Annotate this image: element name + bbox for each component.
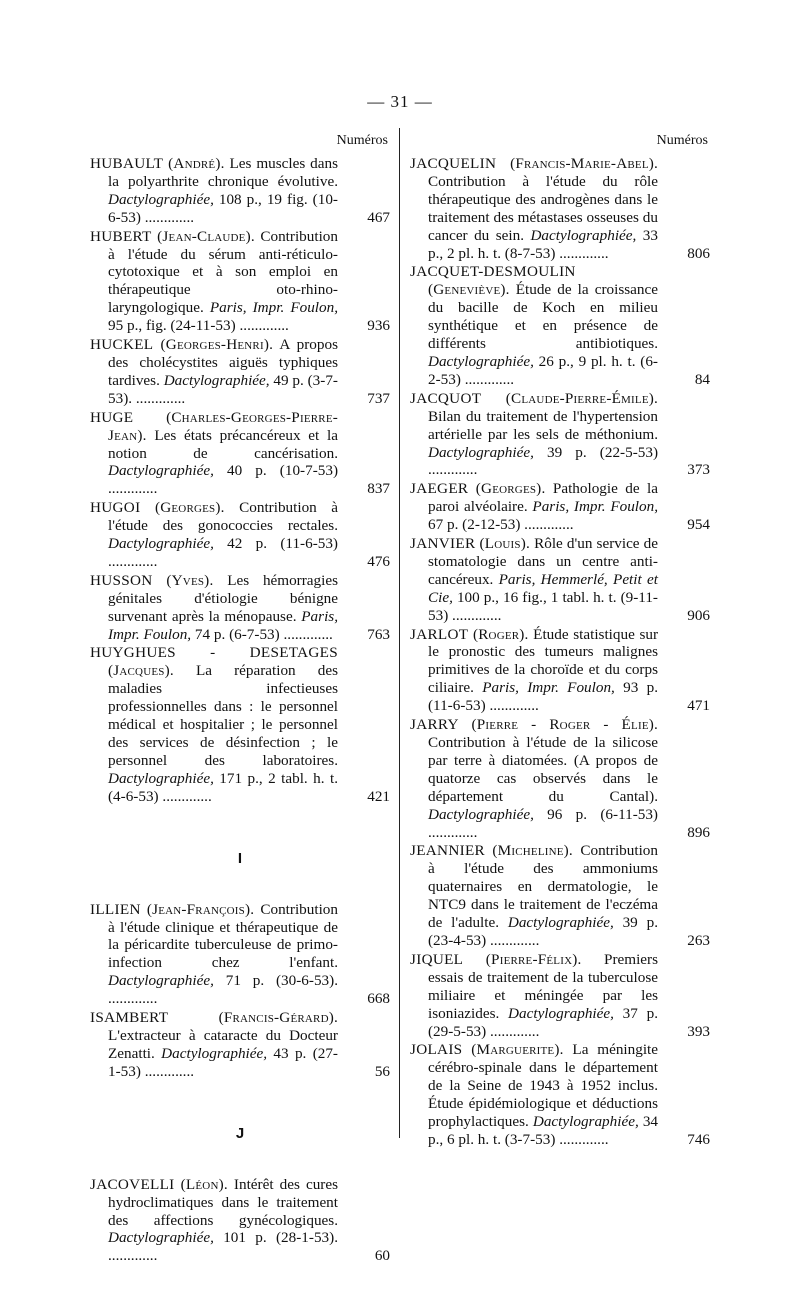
- thesis-entry: [90, 409, 390, 499]
- entry-number: 806: [687, 244, 710, 262]
- entry-number: 906: [687, 606, 710, 624]
- publication-details: 26 p., 9 pl. h. t. (6-2-53): [428, 352, 658, 388]
- thesis-entry: [410, 716, 710, 841]
- thesis-entry: [410, 480, 710, 534]
- publication-details: 49 p. (3-7-53).: [108, 371, 338, 407]
- thesis-entry: [410, 951, 710, 1041]
- thesis-title: L'extracteur à cataracte du Docteur Zenatti.: [108, 1026, 338, 1062]
- thesis-title: Contribution à l'étude du sérum anti-réticulo-cytotoxique et à son emploi en thérapeutique oto-rhino-laryngologique.: [108, 227, 338, 317]
- right-column-body: [410, 155, 710, 1149]
- publication-details: 34 p., 6 pl. h. t. (3-7-53): [428, 1113, 658, 1148]
- leader-dots: .............: [108, 1247, 158, 1265]
- thesis-entry: [410, 626, 710, 716]
- leader-dots: .............: [460, 370, 515, 388]
- author-given-names: (Claude-Pierre-Émile).: [505, 389, 658, 407]
- publisher: Dactylographiée,: [108, 535, 214, 553]
- author-given-names: (Geneviève).: [428, 281, 510, 299]
- entry-number: 936: [367, 317, 390, 335]
- leader-dots: .............: [140, 208, 195, 226]
- author-surname: JARLOT: [410, 625, 469, 643]
- author-surname: HUSSON: [90, 571, 153, 589]
- publication-details: 67 p. (2-12-53): [428, 516, 521, 534]
- author-given-names: (Francis-Gérard).: [218, 1009, 338, 1027]
- numeros-header-right: Numéros: [656, 133, 708, 148]
- thesis-entry: [90, 336, 390, 408]
- thesis-title: Les états précancéreux et la notion de cancérisation.: [108, 426, 338, 462]
- thesis-title: Premiers essais de traitement de la tuberculose miliaire et méningée par les isoniazides.: [428, 950, 658, 1022]
- author-surname: JACQUELIN: [410, 155, 497, 172]
- publisher: Paris, Impr. Foulon,: [482, 679, 615, 697]
- publication-details: 39 p. (22-5-53): [533, 443, 658, 461]
- author-given-names: (Marguerite).: [471, 1041, 564, 1059]
- entry-number: 896: [687, 823, 710, 841]
- left-column: [90, 133, 390, 1266]
- entry-number: 467: [367, 208, 390, 226]
- entry-number: 471: [687, 697, 710, 715]
- author-given-names: (Charles-Georges-Pierre-Jean).: [108, 408, 338, 444]
- author-given-names: (Francis-Marie-Abel).: [510, 155, 658, 172]
- thesis-entry: [90, 572, 390, 644]
- author-given-names: (Georges).: [475, 480, 546, 498]
- publication-details: 101 p. (28-1-53).: [213, 1229, 338, 1247]
- entry-number: 746: [687, 1130, 710, 1148]
- entry-number: 763: [367, 625, 390, 643]
- leader-dots: .............: [555, 244, 609, 262]
- leader-dots: .............: [140, 1062, 195, 1080]
- publication-details: 43 p. (27-1-53): [108, 1044, 338, 1080]
- leader-dots: .............: [555, 1130, 609, 1148]
- publisher: Dactylographiée,: [163, 371, 270, 389]
- author-given-names: (Yves).: [166, 571, 214, 589]
- thesis-entry: [90, 499, 390, 571]
- leader-dots: .............: [235, 317, 289, 335]
- author-surname: HUBAULT: [90, 155, 164, 172]
- publication-details: 108 p., 19 fig. (10-6-53): [108, 190, 338, 226]
- leader-dots: .............: [486, 931, 540, 949]
- author-surname: HUYGHUES - DESETAGES: [90, 644, 338, 662]
- leader-dots: .............: [279, 625, 333, 643]
- page-number: — 31 —: [367, 92, 433, 111]
- section-letter: I: [237, 849, 243, 867]
- thesis-title: Rôle d'un service de stomatologie dans un centre anti-cancéreux.: [428, 535, 658, 588]
- thesis-title: Étude statistique sur le pronostic des tumeurs malignes primitives de la choroïde et du corps ciliaire.: [428, 625, 659, 697]
- author-given-names: (Jacques).: [108, 662, 174, 680]
- thesis-title: Contribution à l'étude clinique et thérapeutique de la péricardite tuberculeuse de primo-infection chez l'enfant.: [108, 900, 338, 972]
- publication-details: 37 p. (29-5-53): [428, 1004, 659, 1040]
- entry-number: 476: [367, 552, 390, 570]
- publication-details: 33 p., 2 pl. h. t. (8-7-53): [428, 226, 658, 262]
- thesis-title: Pathologie de la paroi alvéolaire.: [428, 480, 658, 516]
- leader-dots: .............: [108, 990, 158, 1008]
- thesis-title: La méningite cérébro-spinale dans le département de la Seine de 1943 à 1952 inclus. Étude épidémiologique et déductions prophylactiques.: [428, 1041, 658, 1131]
- right-column: [410, 133, 710, 1150]
- publication-details: 39 p. (23-4-53): [428, 914, 658, 949]
- publication-details: 74 p. (6-7-53): [191, 625, 280, 643]
- leader-dots: .............: [108, 480, 158, 498]
- publisher: Paris, Impr. Foulon,: [532, 498, 658, 516]
- author-given-names: (Jean-Claude).: [157, 227, 255, 245]
- leader-dots: .............: [448, 606, 502, 624]
- author-given-names: (Jean-François).: [146, 900, 255, 918]
- thesis-title: La réparation des maladies infectieuses professionnelles dans : le personnel médical et hospitalier ; le personnel des services de désinfection ; le personnel des laboratoires.: [108, 662, 338, 769]
- leader-dots: .............: [520, 516, 574, 534]
- author-given-names: (Louis).: [479, 535, 530, 553]
- section-letter: J: [235, 1124, 245, 1142]
- thesis-entry: [90, 228, 390, 335]
- author-surname: JACQUOT: [410, 389, 482, 407]
- author-surname: JACOVELLI: [90, 1175, 175, 1193]
- publication-details: 93 p. (11-6-53): [428, 679, 658, 715]
- author-given-names: (Pierre - Roger - Élie).: [471, 716, 658, 734]
- thesis-entry: [90, 155, 390, 227]
- thesis-entry: [410, 842, 710, 949]
- author-surname: JANVIER: [410, 535, 476, 553]
- publisher: Dactylographiée,: [532, 1113, 639, 1131]
- thesis-title: Contribution à l'étude des gonococcies rectales.: [108, 499, 339, 535]
- author-surname: JEANNIER: [410, 842, 485, 860]
- publisher: Paris, Hemmerlé, Petit et Cie,: [428, 570, 658, 606]
- thesis-title: Les hémorragies génitales d'étiologie bénigne survenant après la ménopause.: [108, 571, 339, 625]
- leader-dots: .............: [428, 461, 478, 479]
- author-surname: HUBERT: [90, 227, 152, 245]
- publisher: Dactylographiée,: [428, 443, 534, 461]
- author-given-names: (Roger).: [472, 625, 529, 643]
- author-given-names: (Georges-Henri).: [160, 336, 274, 354]
- publisher: Dactylographiée,: [428, 805, 534, 823]
- publisher: Dactylographiée,: [161, 1044, 268, 1062]
- publisher: Dactylographiée,: [108, 462, 214, 480]
- publication-details: 100 p., 16 fig., 1 tabl. h. t. (9-11-53): [428, 588, 658, 624]
- entry-number: 84: [694, 370, 710, 388]
- publication-details: 95 p., fig. (24-11-53): [108, 317, 236, 335]
- thesis-title: A propos des cholécystites aiguës typhiques tardives.: [108, 336, 338, 389]
- entry-number: 263: [687, 931, 710, 949]
- left-column-body: [90, 155, 390, 1265]
- thesis-title: Les muscles dans la polyarthrite chronique évolutive.: [108, 155, 339, 190]
- author-surname: HUGOI: [90, 499, 141, 517]
- publisher: Dactylographiée,: [428, 352, 534, 370]
- thesis-entry: [90, 901, 390, 1008]
- entry-number: 60: [374, 1247, 390, 1265]
- thesis-title: Contribution à l'étude des ammoniums quaternaires en dermatologie, le NTC9 dans le traitement de l'eczéma de l'adulte.: [428, 842, 658, 932]
- publisher: Dactylographiée,: [507, 914, 614, 932]
- thesis-entry: [410, 1041, 710, 1148]
- thesis-entry: [90, 1176, 390, 1266]
- leader-dots: .............: [132, 389, 186, 407]
- thesis-title: Contribution à l'étude de la silicose par terre à diatomées. (A propos de quatorze cas observés dans le département du Cantal).: [428, 734, 658, 805]
- author-surname: ILLIEN: [90, 900, 141, 918]
- publication-details: 171 p., 2 tabl. h. t. (4-6-53): [108, 769, 338, 805]
- author-surname: JARRY: [410, 716, 459, 734]
- publisher: Dactylographiée,: [508, 1004, 614, 1022]
- publication-details: 40 p. (10-7-53): [213, 462, 338, 480]
- thesis-title: Intérêt des cures hydroclimatiques dans le traitement des affections gynécologiques.: [108, 1175, 339, 1229]
- publisher: Dactylographiée,: [108, 1229, 214, 1247]
- publisher: Dactylographiée,: [530, 226, 637, 244]
- thesis-title: Contribution à l'étude du rôle thérapeutique des androgènes dans le traitement des métastases osseuses du cancer du sein.: [428, 172, 658, 244]
- leader-dots: .............: [108, 552, 158, 570]
- entry-number: 421: [367, 787, 390, 805]
- thesis-title: Étude de la croissance du bacille de Koch en milieu synthétique et en présence de différents antibiotiques.: [428, 281, 658, 353]
- publisher: Dactylographiée,: [108, 769, 214, 787]
- thesis-entry: [410, 263, 710, 388]
- publication-details: 71 p. (30-6-53).: [213, 972, 338, 990]
- thesis-title: Bilan du traitement de l'hypertension artérielle par les sels de méthonium.: [428, 407, 658, 443]
- author-surname: JAEGER: [410, 480, 469, 498]
- author-given-names: (Micheline).: [492, 842, 573, 860]
- author-given-names: (Léon).: [180, 1175, 228, 1193]
- author-surname: HUCKEL: [90, 336, 154, 354]
- entry-number: 668: [367, 990, 390, 1008]
- thesis-entry: [90, 644, 390, 805]
- publisher: Dactylographiée,: [108, 190, 214, 208]
- leader-dots: .............: [486, 1022, 540, 1040]
- author-surname: JIQUEL: [410, 950, 464, 968]
- thesis-entry: [410, 390, 710, 480]
- author-given-names: (Pierre-Félix).: [485, 950, 582, 968]
- thesis-entry: [90, 1009, 390, 1081]
- publisher: Dactylographiée,: [108, 972, 214, 990]
- entry-number: 954: [687, 516, 710, 534]
- entry-number: 393: [687, 1022, 710, 1040]
- publisher: Paris, Impr. Foulon,: [108, 607, 338, 643]
- author-surname: HUGE: [90, 408, 134, 426]
- publication-details: 42 p. (11-6-53): [213, 535, 338, 553]
- thesis-entry: [410, 535, 710, 625]
- author-surname: JACQUET-DESMOULIN: [410, 263, 576, 281]
- numeros-header-left: Numéros: [336, 133, 388, 148]
- entry-number: 373: [687, 461, 710, 479]
- author-surname: ISAMBERT: [90, 1009, 169, 1027]
- thesis-entry: [410, 155, 710, 262]
- entry-number: 737: [367, 389, 390, 407]
- author-given-names: (André).: [168, 155, 225, 172]
- leader-dots: .............: [485, 697, 539, 715]
- entry-number: 837: [367, 480, 390, 498]
- author-given-names: (Georges).: [154, 499, 225, 517]
- author-surname: JOLAIS: [410, 1041, 463, 1059]
- entry-number: 56: [374, 1062, 390, 1080]
- publisher: Paris, Impr. Foulon,: [209, 299, 338, 317]
- leader-dots: .............: [158, 787, 212, 805]
- column-divider: [399, 128, 400, 1138]
- publication-details: 96 p. (6-11-53): [533, 805, 658, 823]
- leader-dots: .............: [428, 823, 478, 841]
